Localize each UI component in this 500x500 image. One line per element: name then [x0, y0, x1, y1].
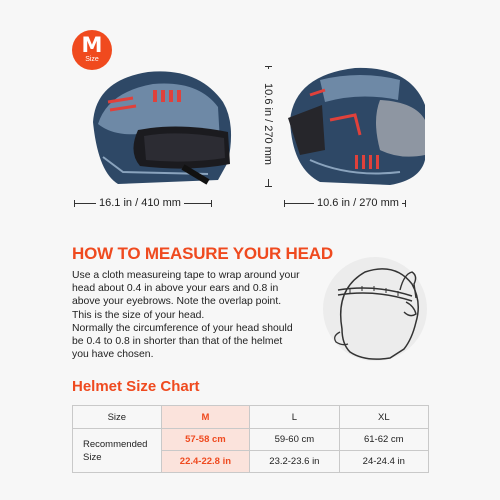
- header-m: M: [161, 406, 249, 429]
- front-width-tick-right: [211, 200, 212, 207]
- cell-l-cm: 59-60 cm: [250, 429, 339, 451]
- size-label: Size: [83, 451, 102, 463]
- measure-instructions: [72, 269, 312, 361]
- table-row: [73, 429, 429, 451]
- size-chart-table: [72, 405, 429, 473]
- table-header-row: [73, 406, 429, 429]
- side-height-label: 10.6 in / 270 mm: [262, 69, 274, 179]
- side-height-tick-top: [265, 66, 272, 67]
- recommended-label: Recommended: [83, 438, 148, 450]
- measure-line: above your eyebrows. Note the overlap point.: [72, 296, 282, 308]
- cell-xl-in: 24-24.4 in: [339, 451, 428, 473]
- front-width-label: 16.1 in / 410 mm: [96, 197, 184, 209]
- cell-m-cm: 57-58 cm: [161, 429, 249, 451]
- measure-line: Normally the circumference of your head should: [72, 322, 293, 334]
- measure-line: Use a cloth measureing tape to wrap around your: [72, 270, 300, 281]
- side-width-tick-right: [405, 200, 406, 207]
- size-chart-title: Helmet Size Chart: [72, 378, 200, 395]
- front-width-tick-left: [74, 200, 75, 207]
- header-size: Size: [73, 406, 162, 429]
- side-width-label: 10.6 in / 270 mm: [314, 197, 402, 209]
- cell-l-in: 23.2-23.6 in: [250, 451, 339, 473]
- size-badge-letter: M: [81, 33, 103, 57]
- size-badge-label: Size: [85, 56, 99, 63]
- cell-m-in: 22.4-22.8 in: [161, 451, 249, 473]
- side-width-tick-left: [284, 200, 285, 207]
- measure-title: HOW TO MEASURE YOUR HEAD: [72, 244, 333, 263]
- side-helmet-illustration: [280, 60, 430, 190]
- measure-line: be 0.4 to 0.8 in shorter than that of the helmet: [72, 336, 283, 348]
- header-xl: XL: [339, 406, 428, 429]
- side-height-tick-bottom: [265, 186, 272, 187]
- front-helmet-illustration: [78, 62, 238, 190]
- header-l: L: [250, 406, 339, 429]
- measure-line: This is the size of your head.: [72, 309, 205, 321]
- measure-line: you have chosen.: [72, 349, 154, 361]
- head-measure-illustration: [320, 254, 430, 364]
- measure-line: head about 0.4 in above your ears and 0.8 in: [72, 283, 279, 295]
- cell-xl-cm: 61-62 cm: [339, 429, 428, 451]
- recommended-size-label: [73, 429, 162, 473]
